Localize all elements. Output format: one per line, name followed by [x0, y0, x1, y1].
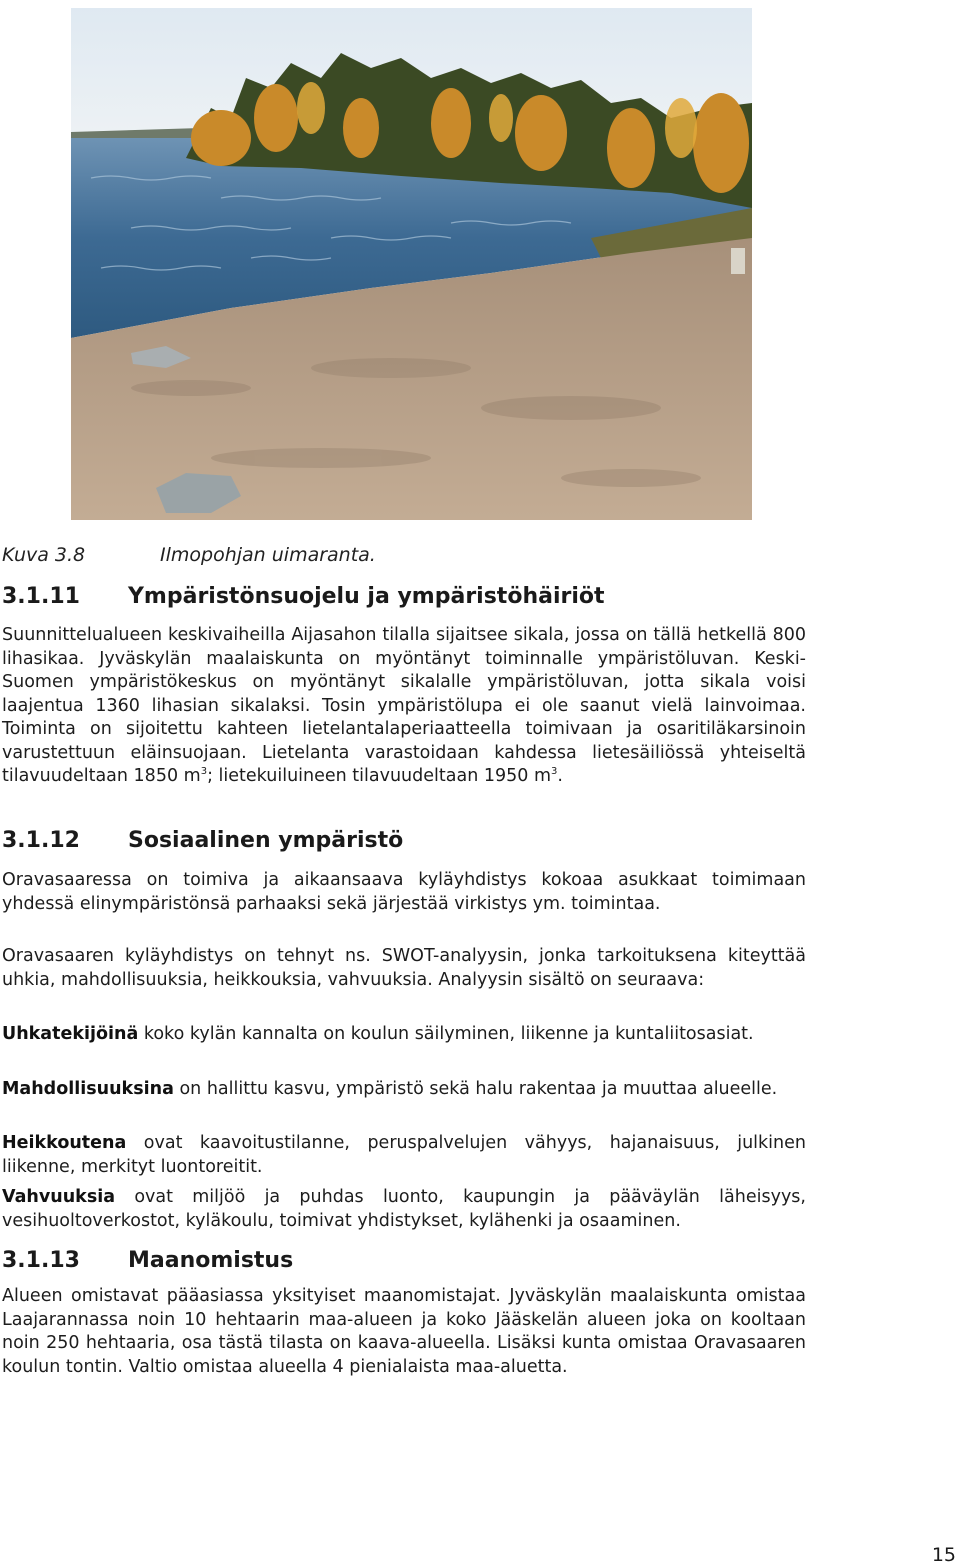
swot-threats: [2, 1023, 806, 1047]
section-title: Ympäristönsuojelu ja ympäristöhäiriöt: [128, 584, 605, 609]
section-heading-3-1-13: [2, 1248, 293, 1273]
figure-number: Kuva 3.8: [2, 544, 86, 566]
figure-caption-text: Ilmopohjan uimaranta.: [160, 544, 376, 566]
superscript: 3: [200, 766, 208, 778]
swot-text: koko kylän kannalta on koulun säilyminen, liikenne ja kuntaliitosasiat.: [138, 1024, 754, 1044]
swot-opportunities: [2, 1078, 806, 1102]
swot-term: Mahdollisuuksina: [2, 1079, 174, 1099]
section-title: Sosiaalinen ympäristö: [128, 828, 404, 853]
section-paragraph-swot-intro: Oravasaaren kyläyhdistys on tehnyt ns. SWOT-analyysin, jonka tarkoituksena kiteyttää uhkia, mahdollisuuksia, heikkouksia, vahvuuksia. Analyysin sisältö on seuraava:: [2, 946, 806, 990]
swot-term: Uhkatekijöinä: [2, 1024, 139, 1044]
section-heading-3-1-12: [2, 828, 403, 853]
beach-photo: [71, 8, 752, 520]
section-number: 3.1.11: [2, 584, 80, 609]
section-heading-3-1-11: [2, 584, 605, 609]
section-paragraph-environment: [2, 624, 806, 789]
swot-weaknesses: [2, 1132, 806, 1179]
section-paragraph-land-ownership: Alueen omistavat pääasiassa yksityiset maanomistajat. Jyväskylän maalaiskunta omistaa Laajarannassa noin 10 hehtaarin maa-alueen ja koko Jääskelän alueen joka on kooltaan noin 250 hehtaaria, osa tästä tilasta on kaava-alueella. Lisäksi kunta omistaa Oravasaaren koulun tontin. Valtio omistaa alueella 4 pienialaista maa-aluetta.: [2, 1286, 806, 1377]
paragraph-text: .: [557, 766, 563, 786]
swot-text: ovat miljöö ja puhdas luonto, kaupungin ja pääväylän läheisyys, vesihuoltoverkostot, kyläkoulu, toimivat yhdistykset, kylähenki ja osaaminen.: [2, 1187, 806, 1231]
section-paragraph-village: Oravasaaressa on toimiva ja aikaansaava kyläyhdistys kokoaa asukkaat toimimaan yhdessä elinympäristönsä parhaaksi sekä järjestää virkistys ym. toimintaa.: [2, 870, 806, 914]
section-title: Maanomistus: [128, 1248, 294, 1273]
swot-strengths: [2, 1186, 806, 1233]
page-number: 15: [931, 1544, 956, 1566]
paragraph-text: Suunnittelualueen keskivaiheilla Aijasahon tilalla sijaitsee sikala, jossa on tällä hetkellä 800 lihasikaa. Jyväskylän maalaiskunta on myöntänyt toiminnalle ympäristöluvan. Keski-Suomen ympäristökeskus on myöntänyt sikalalle ympäristöluvan, jotta sikala voisi laajentua 1360 lihasian sikalaksi. Tosin ympäristölupa ei ole saanut vielä lainvoimaa. Toiminta on sijoitettu kahteen lietelantalaperiaatteella toimivaan ja osaritiläkarsinoin varustettuun eläinsuojaan. Lietelanta varastoidaan kahdessa lietesäiliössä yhteiseltä tilavuudeltaan 1850 m: [2, 625, 806, 786]
figure-caption: [2, 544, 376, 566]
section-number: 3.1.13: [2, 1248, 80, 1273]
superscript: 3: [551, 766, 558, 778]
swot-term: Vahvuuksia: [2, 1187, 116, 1207]
swot-term: Heikkoutena: [2, 1133, 127, 1153]
paragraph-text: ; lietekuiluineen tilavuudeltaan 1950 m: [207, 766, 551, 786]
swot-text: ovat kaavoitustilanne, peruspalvelujen vähyys, hajanaisuus, julkinen liikenne, merkityt luontoreitit.: [2, 1133, 806, 1177]
section-number: 3.1.12: [2, 828, 80, 853]
swot-text: on hallittu kasvu, ympäristö sekä halu rakentaa ja muuttaa alueelle.: [173, 1079, 778, 1099]
